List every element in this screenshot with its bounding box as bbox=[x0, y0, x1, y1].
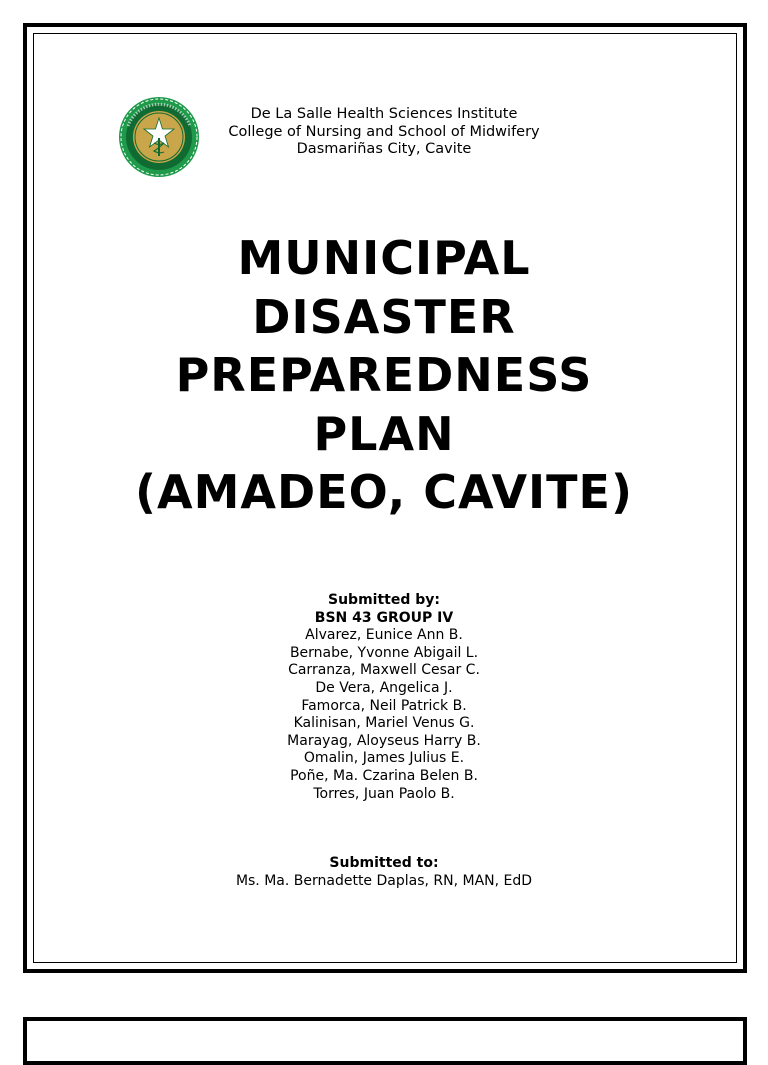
member-item: Bernabe, Yvonne Abigail L. bbox=[289, 644, 479, 661]
submitted-by-label: Submitted by: bbox=[328, 592, 440, 608]
member-item: Omalin, James Julius E. bbox=[303, 750, 465, 767]
adviser-name: Ms. Ma. Bernadette Daplas, RN, MAN, EdD bbox=[235, 873, 533, 889]
document-title bbox=[40, 229, 728, 522]
college-name: College of Nursing and School of Midwifery bbox=[228, 123, 540, 140]
member-item: Famorca, Neil Patrick B. bbox=[301, 697, 467, 714]
next-page-border bbox=[23, 1017, 747, 1065]
title-line-5: (AMADEO, CAVITE) bbox=[135, 465, 633, 519]
institution-seal-icon bbox=[118, 96, 200, 178]
submitted-to-label: Submitted to: bbox=[329, 855, 439, 871]
member-item: Carranza, Maxwell Cesar C. bbox=[288, 662, 480, 679]
group-name: BSN 43 GROUP IV bbox=[314, 609, 454, 626]
submitted-to-section bbox=[134, 854, 634, 890]
submitted-by-section bbox=[184, 592, 584, 803]
institution-location: Dasmariñas City, Cavite bbox=[296, 141, 472, 157]
member-item: Alvarez, Eunice Ann B. bbox=[305, 627, 463, 644]
title-line-1: MUNICIPAL bbox=[237, 231, 531, 285]
member-item: Kalinisan, Mariel Venus G. bbox=[293, 715, 475, 732]
institution-block bbox=[200, 106, 568, 159]
member-item: Torres, Juan Paolo B. bbox=[313, 785, 455, 802]
title-line-3: PREPAREDNESS bbox=[175, 348, 593, 402]
member-item: Poñe, Ma. Czarina Belen B. bbox=[290, 767, 478, 784]
document-header bbox=[118, 96, 678, 176]
institution-name: De La Salle Health Sciences Institute bbox=[250, 106, 518, 122]
title-line-2: DISASTER bbox=[252, 289, 516, 344]
member-item: Marayag, Aloyseus Harry B. bbox=[287, 732, 481, 749]
title-line-4: PLAN bbox=[313, 406, 455, 461]
member-item: De Vera, Angelica J. bbox=[315, 679, 453, 696]
member-list bbox=[184, 627, 584, 803]
